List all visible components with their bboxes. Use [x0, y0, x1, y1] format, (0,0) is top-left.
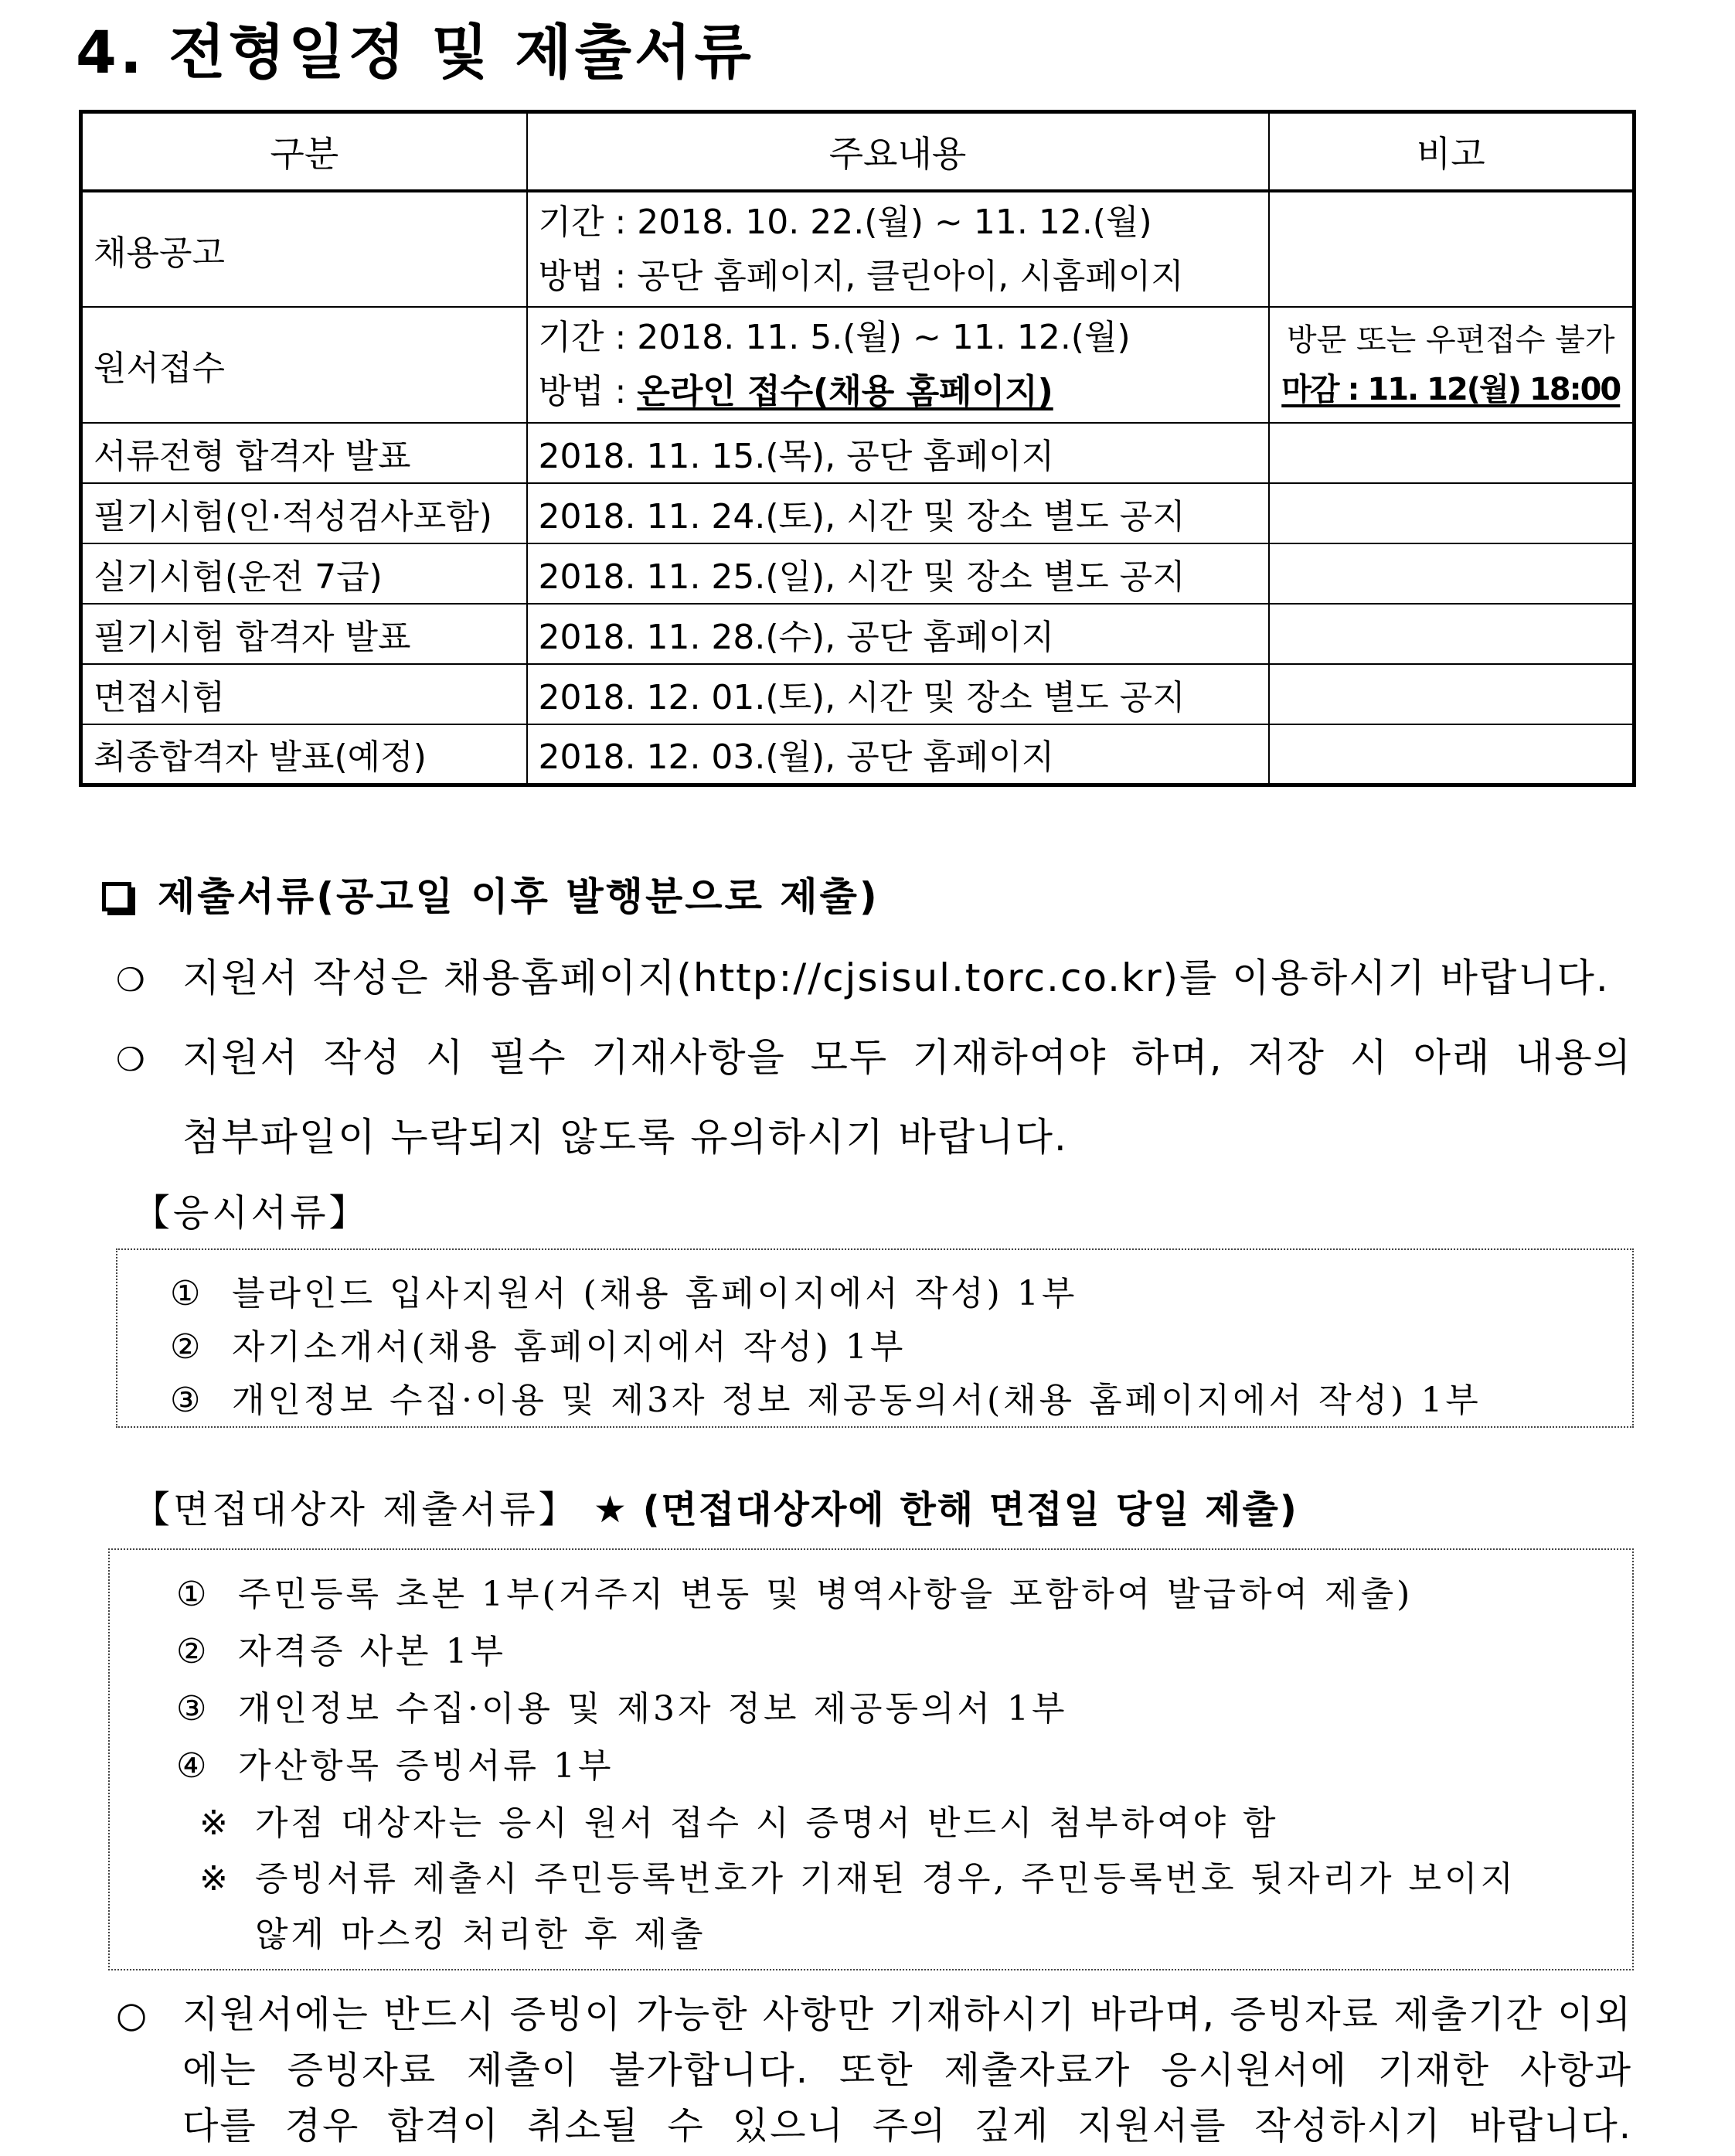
remark-line: 방문 또는 우편접수 불가 — [1286, 322, 1615, 358]
final-line: 다를 경우 합격이 취소될 수 있으니 주의 깊게 지원서를 작성하시기 바랍니다. — [182, 2104, 1632, 2147]
table-row — [81, 307, 1635, 423]
interview-docs-note: ★ (면접대상자에 한해 면접일 당일 제출) — [593, 1488, 1298, 1531]
list-item: ② 자기소개서(채용 홈페이지에서 작성) 1부 — [170, 1327, 907, 1367]
table-row — [81, 543, 1635, 604]
row-content: 2018. 11. 24.(토), 시간 및 장소 별도 공지 — [527, 483, 1269, 543]
list-item: ① 블라인드 입사지원서 (채용 홈페이지에서 작성) 1부 — [170, 1274, 1078, 1313]
table-row — [81, 483, 1635, 543]
final-paragraph — [116, 1987, 1632, 2154]
circle-bullet-icon: ❍ — [116, 961, 147, 999]
final-line: ○ 지원서에는 반드시 증빙이 가능한 사항만 기재하시기 바라며, 증빙자료 제출기간 이외 — [116, 1987, 1632, 2042]
header-content: 주요내용 — [527, 112, 1269, 192]
bullet-line — [116, 1019, 1632, 1098]
final-line: 에는 증빙자료 제출이 불가합니다. 또한 제출자료가 응시원서에 기재한 사항과 — [182, 2049, 1632, 2092]
note-item-continued: 않게 마스킹 처리한 후 제출 — [255, 1915, 706, 1954]
list-item: ② 자격증 사본 1부 — [176, 1632, 506, 1671]
circle-bullet-icon: ○ — [116, 1994, 149, 2035]
row-remark — [1269, 423, 1635, 483]
row-category: 서류전형 합격자 발표 — [81, 423, 527, 483]
content-line: 방법 : 공단 홈페이지, 클린아이, 시홈페이지 — [538, 256, 1184, 296]
bullet-paragraph-2 — [116, 1019, 1632, 1176]
bullet-text-continued: 첨부파일이 누락되지 않도록 유의하시기 바랍니다. — [182, 1115, 1068, 1160]
checkbox-square-icon — [102, 882, 131, 911]
row-category: 실기시험(운전 7급) — [81, 543, 527, 604]
row-content: 2018. 11. 25.(일), 시간 및 장소 별도 공지 — [527, 543, 1269, 604]
table-header-row — [81, 112, 1635, 192]
content-line: 기간 : 2018. 10. 22.(월) ~ 11. 12.(월) — [538, 202, 1152, 242]
table-row — [81, 664, 1635, 724]
note-item: ※ 가점 대상자는 응시 원서 접수 시 증명서 반드시 첨부하여야 함 — [199, 1803, 1279, 1843]
content-line — [539, 365, 1257, 419]
header-remark: 비고 — [1269, 112, 1635, 192]
bullet-paragraph-1 — [116, 939, 1632, 1019]
table-row — [81, 724, 1635, 785]
exam-docs-label: 【응시서류】 — [133, 1191, 369, 1235]
row-remark — [1269, 191, 1635, 307]
row-remark — [1269, 543, 1635, 604]
row-category: 최종합격자 발표(예정) — [81, 724, 527, 785]
row-remark — [1269, 307, 1635, 423]
circle-bullet-icon: ❍ — [116, 1041, 147, 1078]
row-remark — [1269, 724, 1635, 785]
table-row — [81, 423, 1635, 483]
interview-docs-label-row — [133, 1480, 1298, 1533]
bullet-text: 지원서 작성 시 필수 기재사항을 모두 기재하여야 하며, 저장 시 아래 내용의 — [182, 1035, 1632, 1080]
list-item: ③ 개인정보 수집·이용 및 제3자 정보 제공동의서(채용 홈페이지에서 작성) 1부 — [170, 1381, 1482, 1420]
row-content — [527, 191, 1269, 307]
content-line: 기간 : 2018. 11. 5.(월) ~ 11. 12.(월) — [538, 318, 1131, 357]
row-category: 면접시험 — [81, 664, 527, 724]
row-remark — [1269, 604, 1635, 664]
documents-heading-text: 제출서류(공고일 이후 발행분으로 제출) — [158, 874, 879, 919]
interview-docs-label: 【면접대상자 제출서류】 — [133, 1488, 579, 1531]
bullet-text: 지원서 작성은 채용홈페이지(http://cjsisul.torc.co.kr)를 이용하시기 바랍니다. — [182, 955, 1610, 1000]
row-content: 2018. 12. 03.(월), 공단 홈페이지 — [527, 724, 1269, 785]
documents-heading — [102, 866, 879, 921]
table-row — [81, 604, 1635, 664]
list-item: ④ 가산항목 증빙서류 1부 — [176, 1746, 614, 1786]
row-content: 2018. 12. 01.(토), 시간 및 장소 별도 공지 — [527, 664, 1269, 724]
section-title: 4. 전형일정 및 제출서류 — [76, 18, 754, 87]
row-category: 필기시험 합격자 발표 — [81, 604, 527, 664]
online-application-emphasis: 온라인 접수(채용 홈페이지) — [637, 372, 1053, 411]
row-content: 2018. 11. 28.(수), 공단 홈페이지 — [527, 604, 1269, 664]
note-item: ※ 증빙서류 제출시 주민등록번호가 기재된 경우, 주민등록번호 뒷자리가 보이지 — [199, 1859, 1517, 1899]
list-item: ① 주민등록 초본 1부(거주지 변동 및 병역사항을 포함하여 발급하여 제출) — [176, 1575, 1414, 1614]
row-category: 원서접수 — [81, 307, 527, 423]
deadline-remark: 마감 : 11. 12(월) 18:00 — [1281, 372, 1621, 407]
row-category: 필기시험(인·적성검사포함) — [81, 483, 527, 543]
row-remark — [1269, 664, 1635, 724]
row-remark — [1269, 483, 1635, 543]
table-row — [81, 191, 1635, 307]
header-category: 구분 — [81, 112, 527, 192]
row-content: 2018. 11. 15.(목), 공단 홈페이지 — [527, 423, 1269, 483]
content-prefix: 방법 : — [538, 372, 638, 411]
row-content — [527, 307, 1269, 423]
list-item: ③ 개인정보 수집·이용 및 제3자 정보 제공동의서 1부 — [176, 1689, 1068, 1729]
row-category: 채용공고 — [81, 191, 527, 307]
schedule-table — [79, 110, 1636, 787]
